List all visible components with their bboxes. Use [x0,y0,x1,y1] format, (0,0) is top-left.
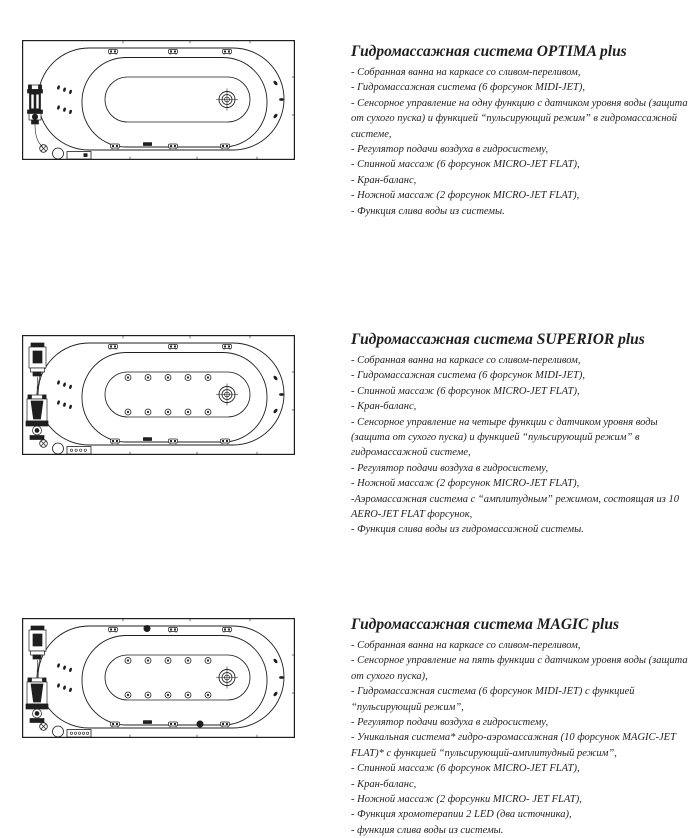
control-dot-icon [82,732,84,734]
touch-sensor-icon [143,142,152,146]
feature-list [351,638,689,838]
feature-item: - Гидромассажная система (6 форсунок MIDI-JET), [351,370,585,382]
feature-item: - Регулятор подачи воздуха в гидросистему, [351,462,549,474]
valve-assembly-icon [29,343,46,376]
feature-item: - Функция слива воды из гидромассажной системы. [351,524,584,536]
feature-item: - Сенсорное управление на одну функцию с датчиком уровня воды (защита от сухого пуска) и функцией “пульсирующий режим” в гидромассажной системе, [351,97,688,140]
intake-icon [279,393,284,396]
valve-assembly-icon [29,626,46,659]
control-dot-icon [84,449,86,451]
tub-outline [38,48,284,150]
feature-item: - Ножной массаж (2 форсунок MICRO-JET FLAT), [351,478,580,490]
feature-item: - Ножной массаж (2 форсунок MICRO-JET FLAT), [351,190,580,202]
feature-item: -Аэромассажная система с “амплитудным” режимом, состоящая из 10 AERO-JET FLAT форсунок, [351,493,679,521]
feature-item: - Кран-баланс, [351,778,417,790]
feature-item: - Функция хромотерапии 2 LED (два источника), [351,809,572,821]
feature-item: - Спинной массаж (6 форсунок MICRO-JET FLAT), [351,385,580,397]
control-dot-icon [70,732,72,734]
product-info [351,331,689,538]
feature-item: - функция слива воды из системы. [351,824,504,836]
feature-item: - Сенсорное управление на четыре функции с датчиком уровня воды (защита от сухого пуска) и функцией “пульсирующий режим” в гидромассажной системе, [351,416,658,459]
product-section-superior [0,320,690,608]
control-dot-icon [78,732,80,734]
feature-item: - Сенсорное управление на пять функции с датчиком уровня воды (защита от сухого пуска), [351,655,688,682]
feature-item: - Регулятор подачи воздуха в гидросистему, [351,717,549,729]
control-dot-icon [80,449,82,451]
intake-icon [279,98,284,101]
product-info [351,43,689,219]
tub-outline [38,626,284,728]
led-icon [197,721,203,727]
feature-item: - Собранная ванна на каркасе со сливом-переливом, [351,640,581,651]
touch-sensor-icon [143,437,152,441]
feature-item: - Спинной массаж (6 форсунок MICRO-JET FLAT), [351,159,580,171]
feature-list [351,65,689,219]
section-title: Гидромассажная система SUPERIOR plus [351,331,645,348]
control-dot-icon [86,732,88,734]
section-title: Гидромассажная система OPTIMA plus [351,43,627,60]
feature-item: - Уникальная система* гидро-аэромассажная (10 форсунок MAGIC-JET FLAT)* с функцией “пульсирующий-амплитудный режим”, [351,732,676,759]
feature-item: - Гидромассажная система (6 форсунок MIDI-JET) с функцией “пульсирующий режим”, [351,686,635,713]
tub-outline [38,343,284,445]
feature-item: - Гидромассажная система (6 форсунок MIDI-JET), [351,82,585,94]
control-dot-icon [84,153,88,157]
bathtub-diagram-magic [22,618,295,738]
feature-item: - Кран-баланс, [351,174,417,186]
control-dot-icon [70,449,72,451]
feature-item: - Функция слива воды из системы. [351,205,505,217]
feature-item: - Собранная ванна на каркасе со сливом-переливом, [351,67,581,78]
product-section-optima [0,30,690,320]
touch-sensor-icon [143,720,152,724]
feature-item: - Собранная ванна на каркасе со сливом-переливом, [351,355,581,366]
bathtub-diagram-optima [22,40,295,160]
feature-item: - Кран-баланс, [351,401,417,413]
product-section-magic [0,608,690,838]
intake-icon [279,676,284,679]
feature-item: - Регулятор подачи воздуха в гидросистему, [351,144,549,156]
feature-list [351,353,689,538]
section-title: Гидромассажная система MAGIC plus [351,616,619,633]
feature-item: - Спинной массаж (6 форсунок MICRO-JET FLAT), [351,763,580,775]
feature-item: - Ножной массаж (2 форсунки MICRO- JET FLAT), [351,794,582,806]
bathtub-diagram-superior [22,335,295,455]
led-icon [144,625,150,631]
control-dot-icon [74,732,76,734]
product-info [351,616,689,838]
control-dot-icon [75,449,77,451]
